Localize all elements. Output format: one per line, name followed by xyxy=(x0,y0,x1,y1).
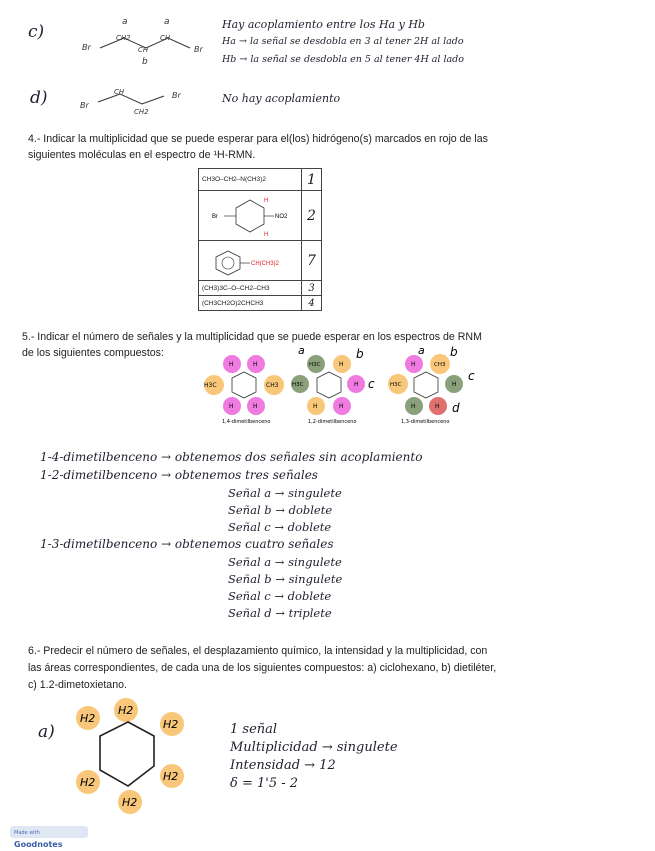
q4-text-1: 4.- Indicar la multiplicidad que se puede esperar para el(los) hidrógeno(s) marcados en rojo de las xyxy=(28,133,488,145)
mol3-left: H3C xyxy=(390,382,402,388)
cyclohexane-ring xyxy=(100,722,154,786)
cumene-ring xyxy=(202,243,298,277)
part-c-note-2: Ha → la señal se desdobla en 3 al tener 2H al lado xyxy=(222,36,464,47)
tag-b1: b xyxy=(356,347,364,361)
molecule-3 xyxy=(388,346,475,425)
mol1-h1: H xyxy=(229,361,234,368)
mol2-left: H3C xyxy=(292,382,304,388)
h2-bottomright: H2 xyxy=(163,770,179,783)
mol3-right: H xyxy=(452,381,457,388)
q6-text-2: las áreas correspondientes, de cada una de los siguientes compuestos: a) ciclohexano, b) dietiléter, xyxy=(28,662,497,674)
part-c-tag-a: a xyxy=(122,17,128,27)
mol1-caption: 1,4-dimetilbenceno xyxy=(222,419,271,425)
mol2-h3: H xyxy=(339,403,344,410)
q5-answer-9: Señal c → doblete xyxy=(228,589,332,603)
part-c-note-1: Hay acoplamiento entre los Ha y Hb xyxy=(222,18,425,31)
ring-br: Br xyxy=(212,213,218,220)
q5-answer-7: Señal a → singulete xyxy=(228,555,342,569)
q4-formula-5: (CH3CH2O)2CHCH3 xyxy=(199,296,302,311)
part-c-label: c) xyxy=(28,22,45,42)
h2-bottomleft: H2 xyxy=(80,776,96,789)
molecule-1 xyxy=(204,355,284,425)
q6-answer-2: Multiplicidad → singulete xyxy=(230,740,398,755)
part-c-tag-a2: a xyxy=(164,17,170,27)
q4-formula-1: CH3O–CH2–N(CH3)2 xyxy=(199,169,302,191)
part-c-structure xyxy=(78,10,228,65)
table-row xyxy=(199,281,322,296)
q5-text-1: 5.- Indicar el número de señales y la multiplicidad que se puede esperar en los espectros de RNM xyxy=(22,331,482,343)
mol3-h2: H xyxy=(411,403,416,410)
part-d-structure xyxy=(78,84,198,120)
part-c-ch-right: CH xyxy=(160,34,171,42)
goodnotes-badge xyxy=(10,826,88,849)
table-row xyxy=(199,296,322,311)
h2-bottom: H2 xyxy=(122,796,138,809)
q4-ring-cell-2 xyxy=(199,241,302,281)
h2-topleft: H2 xyxy=(80,712,96,725)
ring-h-red-1: H xyxy=(264,197,269,204)
q5-answer-2: 1-2-dimetilbenceno → obtenemos tres señales xyxy=(40,468,318,482)
q5-answer-8: Señal b → singulete xyxy=(228,572,343,586)
part-d-chain xyxy=(98,94,164,104)
tag-c1: c xyxy=(368,377,375,391)
q4-answer-4: 3 xyxy=(302,281,322,296)
cyclohexane-drawing xyxy=(70,696,200,820)
q5-answer-3: Señal a → singulete xyxy=(228,486,342,500)
mol2-right: H xyxy=(354,381,359,388)
mol1-h4: H xyxy=(253,403,258,410)
q6-answer-4: δ = 1'5 - 2 xyxy=(230,776,299,791)
q5-answer-5: Señal c → doblete xyxy=(228,520,332,534)
q5-answer-4: Señal b → doblete xyxy=(228,503,333,517)
tag-c2: c xyxy=(468,369,475,383)
q4-answer-5: 4 xyxy=(302,296,322,311)
nitro-bromo-ring xyxy=(202,192,298,238)
part-d-br-right: Br xyxy=(172,91,181,100)
q4-table xyxy=(198,168,322,311)
mol3-caption: 1,3-dimetilbenceno xyxy=(401,419,450,425)
badge-brand: Goodnotes xyxy=(14,840,63,849)
mol1-h2: H xyxy=(253,361,258,368)
mol2-top: H3C xyxy=(309,362,321,368)
ring-ch: CH(CH3)2 xyxy=(251,260,280,267)
q5-molecules xyxy=(196,346,486,428)
part-d-label: d) xyxy=(30,88,48,108)
q6-text-3: c) 1.2-dimetoxietano. xyxy=(28,679,127,691)
mol3-h1: H xyxy=(411,361,416,368)
mol1-left: H3C xyxy=(204,382,217,389)
mol1-h3: H xyxy=(229,403,234,410)
table-row xyxy=(199,191,322,241)
tag-a1: a xyxy=(298,346,305,357)
mol3-h3: H xyxy=(435,403,440,410)
mol2-caption: 1,2-dimetilbenceno xyxy=(308,419,357,425)
part-c-ch-left: CH xyxy=(138,46,149,54)
tag-d2: d xyxy=(452,401,460,415)
part-c-tag-b: b xyxy=(142,57,148,65)
part-d-ch2: CH2 xyxy=(134,108,149,116)
q4-answer-2: 2 xyxy=(302,191,322,241)
table-row xyxy=(199,241,322,281)
part-c-br-right: Br xyxy=(194,45,203,54)
q6-part-a-label: a) xyxy=(38,722,55,742)
q4-answer-1: 1 xyxy=(302,169,322,191)
q5-answer-1: 1-4-dimetilbenceno → obtenemos dos señales sin acoplamiento xyxy=(40,450,423,464)
q4-answer-3: 7 xyxy=(302,241,322,281)
q4-ring-cell-1 xyxy=(199,191,302,241)
molecule-2 xyxy=(291,346,375,425)
q6-answer-3: Intensidad → 12 xyxy=(230,758,336,773)
badge-made-with: Made with xyxy=(14,830,40,836)
h2-topright: H2 xyxy=(163,718,179,731)
mol2-h2: H xyxy=(313,403,318,410)
q5-answer-10: Señal d → triplete xyxy=(228,606,332,620)
part-c-br-left: Br xyxy=(82,43,91,52)
table-row xyxy=(199,169,322,191)
mol1-right: CH3 xyxy=(266,382,279,389)
part-d-note: No hay acoplamiento xyxy=(222,92,341,105)
part-d-ch: CH xyxy=(114,88,125,96)
part-c-note-3: Hb → la señal se desdobla en 5 al tener 4H al lado xyxy=(222,54,464,65)
part-d-br-left: Br xyxy=(80,101,89,110)
q4-text-2: siguientes moléculas en el espectro de ¹H-RMN. xyxy=(28,149,256,161)
tag-a2: a xyxy=(418,346,425,357)
q5-text-2: de los siguientes compuestos: xyxy=(22,347,164,359)
ring-h-red-2: H xyxy=(264,231,269,238)
mol3-top: CH3 xyxy=(434,362,446,368)
ring-no2: NO2 xyxy=(275,213,288,220)
q4-formula-4: (CH3)3C–O–CH2–CH3 xyxy=(199,281,302,296)
mol2-h1: H xyxy=(339,361,344,368)
tag-b2: b xyxy=(450,346,458,359)
part-c-ch2-left: CH2 xyxy=(116,34,131,42)
h2-top: H2 xyxy=(118,704,134,717)
q5-answer-6: 1-3-dimetilbenceno → obtenemos cuatro señales xyxy=(40,537,334,551)
q6-answer-1: 1 señal xyxy=(230,722,278,737)
q6-text-1: 6.- Predecir el número de señales, el desplazamiento químico, la intensidad y la multiplicidad, con xyxy=(28,645,488,657)
